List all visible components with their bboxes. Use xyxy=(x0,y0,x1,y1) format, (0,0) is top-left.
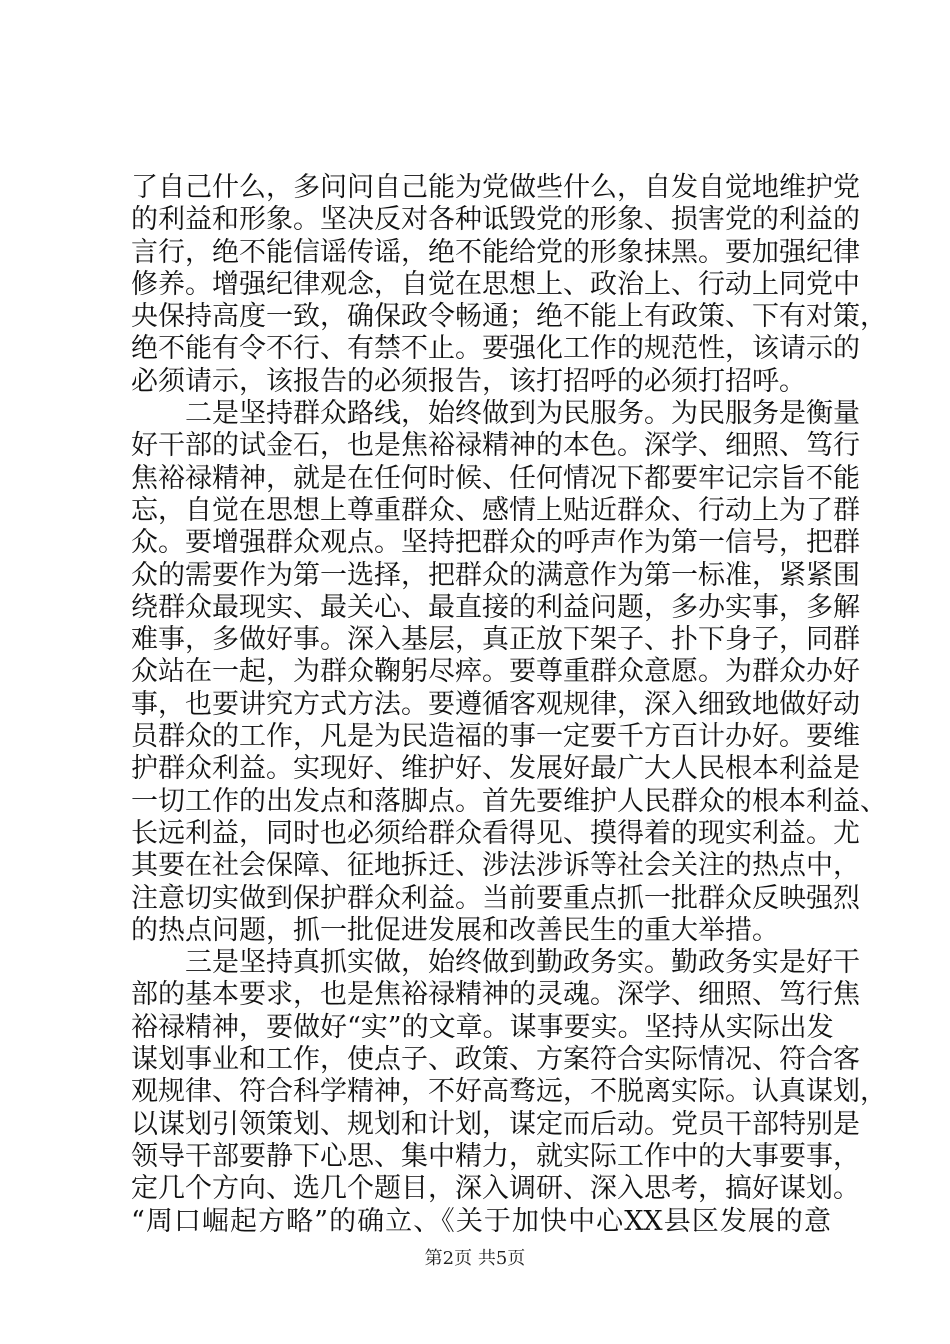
text-line: 绕群众最现实、最关心、最直接的利益问题，多办实事，多解 xyxy=(131,591,860,623)
text-line: 员群众的工作，凡是为民造福的事一定要千方百计办好。要维 xyxy=(131,721,860,753)
text-line: 众的需要作为第一选择，把群众的满意作为第一标准，紧紧围 xyxy=(131,559,860,591)
text-line: 众站在一起，为群众鞠躬尽瘁。要尊重群众意愿。为群众办好 xyxy=(131,656,860,688)
text-line: 央保持高度一致，确保政令畅通；绝不能上有政策、下有对策， xyxy=(131,301,887,333)
text-line: 了自己什么，多问问自己能为党做些什么，自发自觉地维护党 xyxy=(131,172,860,203)
text-line: 的利益和形象。坚决反对各种诋毁党的形象、损害党的利益的 xyxy=(131,204,860,236)
text-line: 的热点问题，抓一批促进发展和改善民生的重大举措。 xyxy=(131,914,779,946)
text-line: 三是坚持真抓实做，始终做到勤政务实。勤政务实是好干 xyxy=(131,947,860,979)
text-line: 谋划事业和工作，使点子、政策、方案符合实际情况、符合客 xyxy=(131,1044,860,1076)
text-line: 领导干部要静下心思、集中精力，就实际工作中的大事要事， xyxy=(131,1140,860,1172)
text-line: 长远利益，同时也必须给群众看得见、摸得着的现实利益。尤 xyxy=(131,817,860,849)
text-line: 好干部的试金石，也是焦裕禄精神的本色。深学、细照、笃行 xyxy=(131,430,860,462)
text-line: 一切工作的出发点和落脚点。首先要维护人民群众的根本利益、 xyxy=(131,785,887,817)
text-line: 裕禄精神，要做好“实”的文章。谋事要实。坚持从实际出发 xyxy=(131,1011,834,1043)
text-line: 修养。增强纪律观念，自觉在思想上、政治上、行动上同党中 xyxy=(131,268,860,300)
text-line: 其要在社会保障、征地拆迁、涉法涉诉等社会关注的热点中， xyxy=(131,850,860,882)
text-line: 二是坚持群众路线，始终做到为民服务。为民服务是衡量 xyxy=(131,398,860,430)
text-line: 护群众利益。实现好、维护好、发展好最广大人民根本利益是 xyxy=(131,753,860,785)
text-line: 事，也要讲究方式方法。要遵循客观规律，深入细致地做好动 xyxy=(131,688,860,720)
text-line: 以谋划引领策划、规划和计划，谋定而后动。党员干部特别是 xyxy=(131,1108,860,1140)
text-line: 观规律、符合科学精神，不好高骛远，不脱离实际。认真谋划， xyxy=(131,1076,887,1108)
text-line: 绝不能有令不行、有禁不止。要强化工作的规范性，该请示的 xyxy=(131,333,860,365)
text-line: 注意切实做到保护群众利益。当前要重点抓一批群众反映强烈 xyxy=(131,882,860,914)
text-line: 众。要增强群众观点。坚持把群众的呼声作为第一信号，把群 xyxy=(131,527,860,559)
text-line: 必须请示，该报告的必须报告，该打招呼的必须打招呼。 xyxy=(131,365,806,397)
text-line: 焦裕禄精神，就是在任何时候、任何情况下都要牢记宗旨不能 xyxy=(131,462,860,494)
text-line: 部的基本要求，也是焦裕禄精神的灵魂。深学、细照、笃行焦 xyxy=(131,979,860,1011)
text-line: 忘，自觉在思想上尊重群众、感情上贴近群众、行动上为了群 xyxy=(131,494,860,526)
text-line: 言行，绝不能信谣传谣，绝不能给党的形象抹黑。要加强纪律 xyxy=(131,236,860,268)
text-line: 难事，多做好事。深入基层，真正放下架子、扑下身子，同群 xyxy=(131,624,860,656)
page-footer: 第2页 共5页 xyxy=(424,1248,526,1269)
text-line: 定几个方向、选几个题目，深入调研、深入思考，搞好谋划。 xyxy=(131,1173,860,1205)
text-line: “周口崛起方略”的确立、《关于加快中心XX县区发展的意 xyxy=(131,1205,831,1237)
document-body xyxy=(131,172,887,1238)
